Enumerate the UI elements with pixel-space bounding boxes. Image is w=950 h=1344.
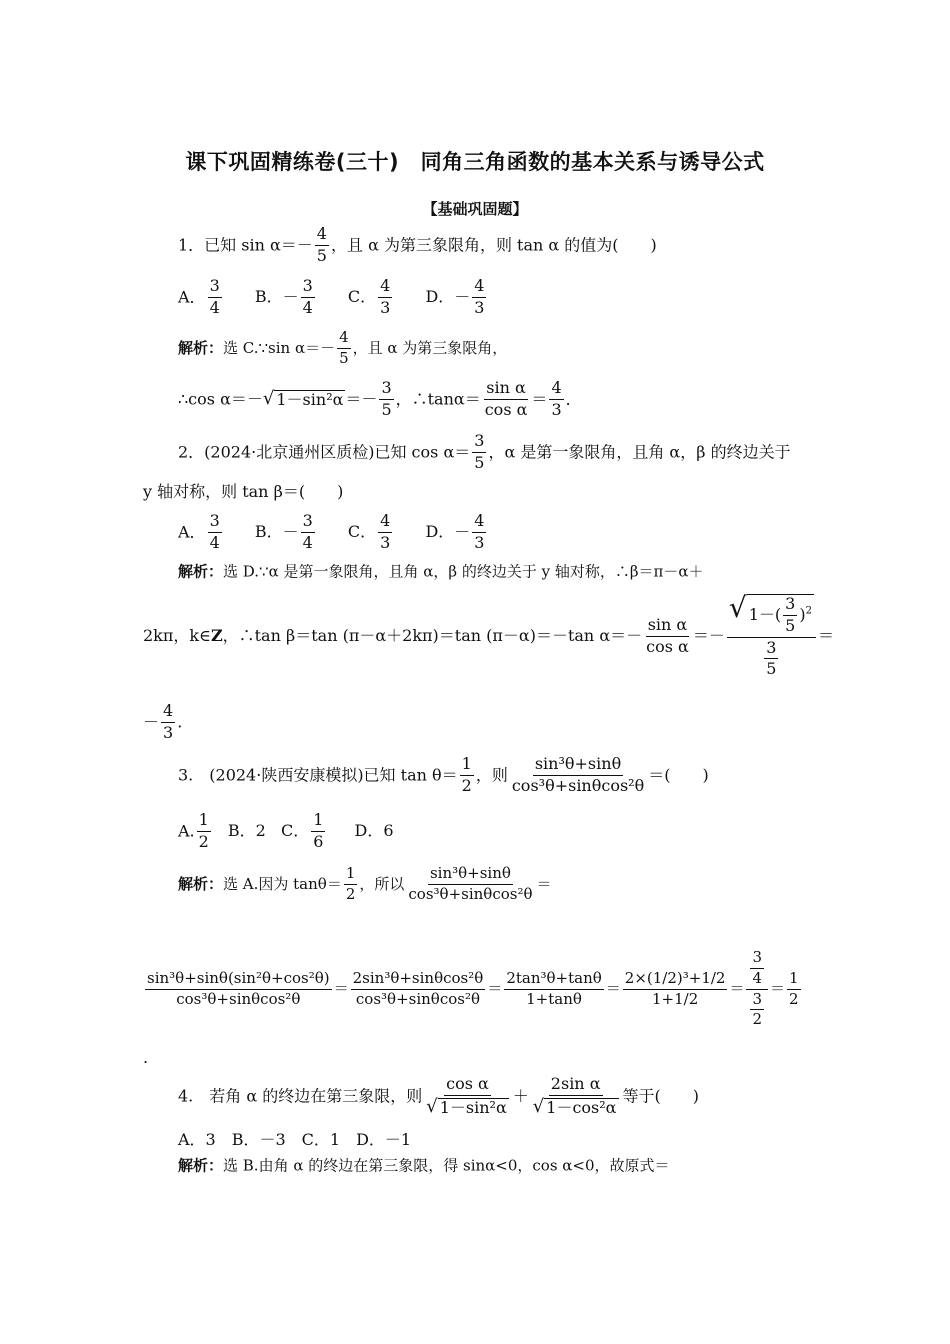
q3-end-dot: . [143,1048,149,1067]
section-heading: 【基础巩固题】 [422,200,528,218]
q3-solution-chain: $\frac{\text{sin³θ+sinθ(sin²θ+cos²θ)}}{\text{cos³θ+sinθcos²θ}}$ ＝ $\frac{\text{2sin³θ+sinθcos²θ}}{\text{cos³θ+sinθcos²θ}}$ ＝ $\frac{\text{2tan³θ+tanθ}}{1+\tan\theta}$ ＝ $\frac{\text{2×(1/2)³+1/2}}{1+1/2}$ ＝ $\frac{\frac{3}{4}}{\frac{3}{2}}$ ＝ $\frac{1}{2}$ [147,948,799,1029]
q1-solution-1: 解析：选 C.∵sin α＝－ $\frac{4}{5}$ ，且 α 为第三象限角， [178,328,508,367]
q3-solution-1: 解析：选 A.因为 tanθ＝ $\frac{1}{2}$ ，所以 $\frac{\text{sin³θ+sinθ}}{\text{cos³θ+sinθcos²θ}}$ ＝ [178,864,552,903]
q2-stem: 2．(2024·北京通州区质检)已知 cos α＝ $\frac{3}{5}$ ，α 是第一象限角，且角 α，β 的终边关于 [178,431,791,472]
q4-options: A．3 B．－3 C．1 D．－1 [178,1130,412,1149]
q4-stem: 4. 若角 α 的终边在第三象限，则 cos α √ 1－sin²α ＋ 2sin α √ 1－cos²α 等于( ) [178,1074,699,1117]
q2-solution-2: 2kπ，k∈Z，∴tan β＝tan (π－α＋2kπ)＝tan (π－α)＝－tan α＝－ $\frac{\text{sin α}}{\text{cos α}}$ ＝－ √ 1－( $\frac{3}{5}$ )$^2$ $\frac{3}{5}$ ＝ [143,591,834,679]
q2-options: A． $\frac{3}{4}$ B．－ $\frac{3}{4}$ C． $\frac{4}{3}$ D．－ $\frac{4}{3}$ [178,511,485,552]
q1-stem: 1．已知 sin α＝－ $\frac{4}{5}$ ，且 α 为第三象限角，则 tan α 的值为( ) [178,224,657,265]
q2-stem-2: y 轴对称，则 tan β＝( ) [143,482,344,501]
q3-stem: 3. (2024·陕西安康模拟)已知 tan θ＝ $\frac{1}{2}$ ，则 $\frac{\text{sin³θ+sinθ}}{\text{cos³θ+sinθcos²θ}}$ ＝( ) [178,754,709,795]
q4-solution-1: 解析：选 B.由角 α 的终边在第三象限，得 sinα<0，cos α<0，故原式＝ [178,1156,670,1175]
q1-options: A． $\frac{3}{4}$ B．－ $\frac{3}{4}$ C． $\frac{4}{3}$ D．－ $\frac{4}{3}$ [178,276,485,317]
q3-options: A. $\frac{1}{2}$ B．2 C． $\frac{1}{6}$ D．6 [178,810,394,851]
q2-solution-1: 解析：选 D.∵α 是第一象限角，且角 α，β 的终边关于 y 轴对称，∴β＝π－α＋ [178,562,704,581]
page-title: 课下巩固精练卷(三十) 同角三角函数的基本关系与诱导公式 [185,150,765,174]
q2-solution-3: － $\frac{4}{3}$ . [143,701,183,742]
q1-solution-2: ∴cos α＝－ √ 1－sin²α ＝－ $\frac{3}{5}$ ，∴tanα＝ $\frac{\text{sin α}}{\text{cos α}}$ ＝ $\frac{4}{3}$ ． [178,378,582,419]
